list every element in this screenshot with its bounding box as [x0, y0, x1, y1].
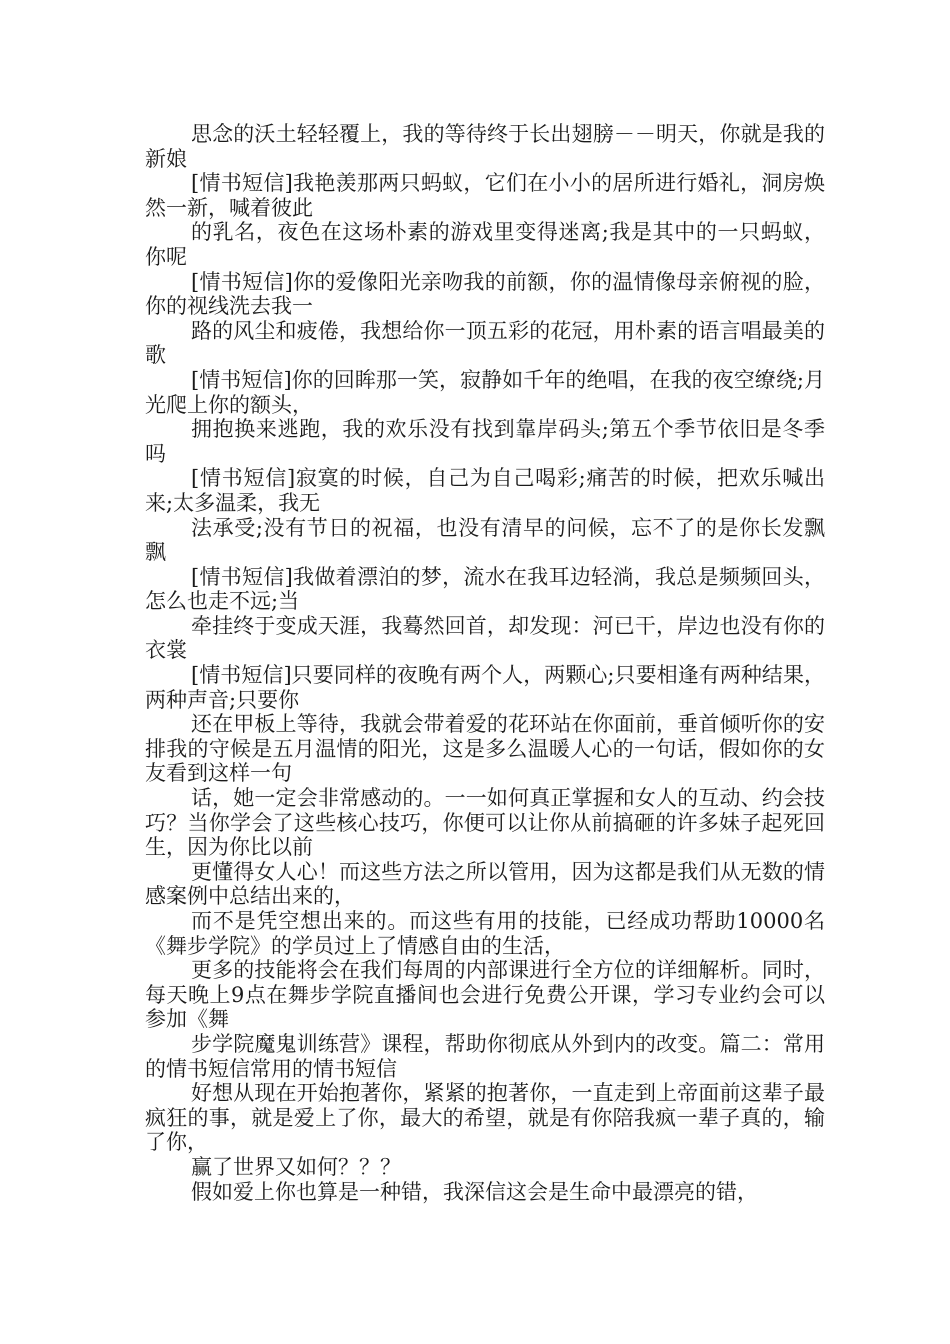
paragraph: 更多的技能将会在我们每周的内部课进行全方位的详细解析。同时，每天晚上9点在舞步学院直播间也会进行免费公开课，学习专业约会可以参加《舞 [145, 958, 825, 1032]
paragraph: 好想从现在开始抱著你，紧紧的抱著你，一直走到上帝面前这辈子最疯狂的事，就是爱上了你，最大的希望，就是有你陪我疯一辈子真的，输了你， [145, 1081, 825, 1155]
paragraph: [情书短信]我艳羡那两只蚂蚁，它们在小小的居所进行婚礼，洞房焕然一新，喊着彼此 [145, 171, 825, 220]
paragraph: 法承受;没有节日的祝福，也没有清早的问候，忘不了的是你长发飘飘 [145, 515, 825, 565]
paragraph: 的乳名，夜色在这场朴素的游戏里变得迷离;我是其中的一只蚂蚁，你呢 [145, 220, 825, 269]
paragraph: 而不是凭空想出来的。而这些有用的技能，已经成功帮助10000名《舞步学院》的学员过上了情感自由的生活， [145, 909, 825, 958]
paragraph: 赢了世界又如何？？？ [191, 1154, 401, 1179]
paragraph: [情书短信]你的爱像阳光亲吻我的前额，你的温情像母亲俯视的脸，你的视线洗去我一 [145, 269, 825, 319]
paragraph: [情书短信]你的回眸那一笑，寂静如千年的绝唱，在我的夜空缭绕;月光爬上你的额头， [145, 367, 825, 417]
paragraph: 路的风尘和疲倦，我想给你一顶五彩的花冠，用朴素的语言唱最美的歌 [145, 318, 825, 368]
paragraph: 更懂得女人心！而这些方法之所以管用，因为这都是我们从无数的情感案例中总结出来的， [145, 859, 825, 909]
paragraph: [情书短信]我做着漂泊的梦，流水在我耳边轻淌，我总是频频回头，怎么也走不远;当 [145, 564, 825, 614]
paragraph: 步学院魔鬼训练营》课程，帮助你彻底从外到内的改变。篇二：常用的情书短信常用的情书短信 [145, 1031, 825, 1081]
paragraph: [情书短信]只要同样的夜晚有两个人，两颗心;只要相逢有两种结果，两种声音;只要你 [145, 663, 825, 712]
paragraph: [情书短信]寂寞的时候，自己为自己喝彩;痛苦的时候，把欢乐喊出来;太多温柔，我无 [145, 466, 825, 515]
paragraph: 假如爱上你也算是一种错，我深信这会是生命中最漂亮的错， [191, 1179, 758, 1204]
paragraph: 拥抱换来逃跑，我的欢乐没有找到靠岸码头;第五个季节依旧是冬季吗 [145, 417, 825, 466]
paragraph: 思念的沃土轻轻覆上，我的等待终于长出翅膀－－明天，你就是我的新娘 [145, 122, 825, 171]
paragraph: 话，她一定会非常感动的。一一如何真正掌握和女人的互动、约会技巧？当你学会了这些核心技巧，你便可以让你从前搞砸的许多妹子起死回生，因为你比以前 [145, 786, 825, 860]
paragraph: 牵挂终于变成天涯，我蓦然回首，却发现：河已干，岸边也没有你的衣裳 [145, 613, 825, 663]
paragraph: 还在甲板上等待，我就会带着爱的花环站在你面前，垂首倾听你的安排我的守候是五月温情的阳光，这是多么温暖人心的一句话，假如你的女友看到这样一句 [145, 712, 825, 786]
document-body [145, 122, 825, 1204]
